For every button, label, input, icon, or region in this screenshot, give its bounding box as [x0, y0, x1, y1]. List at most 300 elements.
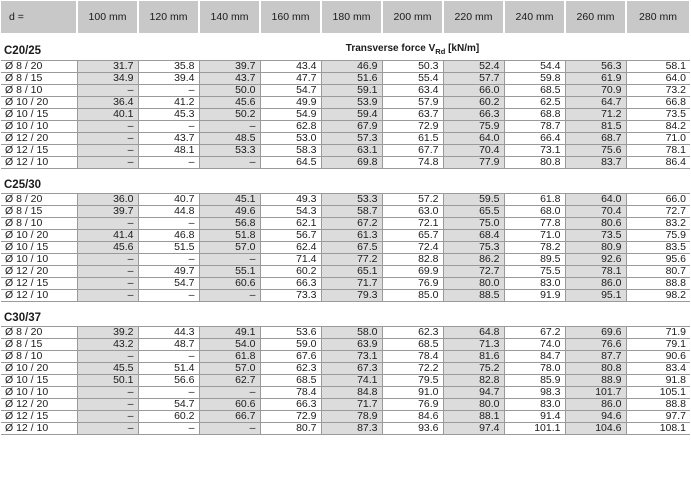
force-value-cell: 77.8: [504, 218, 565, 230]
force-value-cell: 71.2: [565, 109, 626, 121]
force-value-cell: 45.1: [199, 194, 260, 206]
force-value-cell: 65.5: [443, 206, 504, 218]
force-value-cell: 53.3: [199, 145, 260, 157]
force-value-cell: 67.9: [321, 121, 382, 133]
force-value-cell: 75.2: [443, 363, 504, 375]
force-value-cell: 71.4: [260, 254, 321, 266]
force-value-cell: 63.1: [321, 145, 382, 157]
force-value-cell: 39.7: [77, 206, 138, 218]
force-value-cell: 78.7: [504, 121, 565, 133]
force-value-cell: 68.5: [504, 85, 565, 97]
force-value-cell: 53.6: [260, 327, 321, 339]
force-value-cell: –: [199, 157, 260, 169]
force-value-cell: 69.9: [382, 266, 443, 278]
force-value-cell: –: [138, 290, 199, 302]
force-value-cell: 66.3: [260, 278, 321, 290]
force-value-cell: 62.8: [260, 121, 321, 133]
force-value-cell: 57.3: [321, 133, 382, 145]
force-value-cell: 80.0: [443, 278, 504, 290]
force-value-cell: 58.7: [321, 206, 382, 218]
force-value-cell: 63.7: [382, 109, 443, 121]
force-value-cell: 92.6: [565, 254, 626, 266]
transverse-force-title: [260, 41, 565, 61]
force-value-cell: 70.4: [565, 206, 626, 218]
force-value-cell: 75.0: [443, 218, 504, 230]
force-value-cell: 50.2: [199, 109, 260, 121]
force-value-cell: 61.9: [565, 73, 626, 85]
force-value-cell: 54.9: [260, 109, 321, 121]
force-value-cell: –: [77, 121, 138, 133]
force-value-cell: 91.8: [626, 375, 690, 387]
force-value-cell: 78.4: [382, 351, 443, 363]
rebar-label: Ø 8 / 10: [1, 85, 77, 97]
spacer-cell: [1, 169, 690, 178]
force-value-cell: 60.6: [199, 399, 260, 411]
force-value-cell: 49.7: [138, 266, 199, 278]
force-value-cell: 43.4: [260, 61, 321, 73]
force-value-cell: 59.8: [504, 73, 565, 85]
force-value-cell: 68.8: [504, 109, 565, 121]
force-value-cell: 57.7: [443, 73, 504, 85]
force-value-cell: 45.5: [77, 363, 138, 375]
force-value-cell: 49.1: [199, 327, 260, 339]
force-value-cell: 51.8: [199, 230, 260, 242]
force-value-cell: 66.7: [199, 411, 260, 423]
force-value-cell: 86.4: [626, 157, 690, 169]
force-value-cell: 83.2: [626, 218, 690, 230]
force-value-cell: 89.5: [504, 254, 565, 266]
force-value-cell: 39.7: [199, 61, 260, 73]
force-value-cell: 48.5: [199, 133, 260, 145]
force-value-cell: 67.2: [321, 218, 382, 230]
force-value-cell: 71.7: [321, 278, 382, 290]
col-header: 180 mm: [321, 1, 382, 33]
force-value-cell: 49.3: [260, 194, 321, 206]
force-value-cell: 71.7: [321, 399, 382, 411]
force-value-cell: 86.0: [565, 399, 626, 411]
rebar-label: Ø 10 / 10: [1, 121, 77, 133]
table-row: [1, 242, 690, 254]
rebar-label: Ø 8 / 15: [1, 206, 77, 218]
force-value-cell: 67.5: [321, 242, 382, 254]
force-value-cell: –: [77, 133, 138, 145]
force-value-cell: 80.7: [260, 423, 321, 435]
force-value-cell: 54.4: [504, 61, 565, 73]
table-row: [1, 290, 690, 302]
rebar-label: Ø 12 / 15: [1, 145, 77, 157]
force-value-cell: 41.4: [77, 230, 138, 242]
force-value-cell: 60.2: [443, 97, 504, 109]
force-value-cell: 72.7: [626, 206, 690, 218]
col-header: 240 mm: [504, 1, 565, 33]
force-value-cell: 73.1: [504, 145, 565, 157]
rebar-label: Ø 10 / 10: [1, 387, 77, 399]
col-header: 140 mm: [199, 1, 260, 33]
force-value-cell: –: [199, 423, 260, 435]
force-value-cell: –: [138, 85, 199, 97]
force-value-cell: 64.5: [260, 157, 321, 169]
group-header-row: [1, 310, 690, 327]
group-header-row: [1, 177, 690, 194]
force-value-cell: 48.7: [138, 339, 199, 351]
force-value-cell: 91.4: [504, 411, 565, 423]
force-value-cell: 59.5: [443, 194, 504, 206]
force-value-cell: 62.3: [260, 363, 321, 375]
force-value-cell: 62.3: [382, 327, 443, 339]
force-value-cell: 75.9: [443, 121, 504, 133]
force-value-cell: –: [138, 218, 199, 230]
force-value-cell: 43.7: [138, 133, 199, 145]
force-value-cell: 84.8: [321, 387, 382, 399]
force-value-cell: 86.2: [443, 254, 504, 266]
force-value-cell: 91.9: [504, 290, 565, 302]
force-value-cell: 73.1: [321, 351, 382, 363]
force-value-cell: 71.3: [443, 339, 504, 351]
force-value-cell: 66.8: [626, 97, 690, 109]
force-value-cell: –: [77, 145, 138, 157]
force-value-cell: –: [138, 254, 199, 266]
table-row: [1, 206, 690, 218]
force-value-cell: 50.3: [382, 61, 443, 73]
col-header: 100 mm: [77, 1, 138, 33]
force-value-cell: 88.9: [565, 375, 626, 387]
force-value-cell: –: [77, 278, 138, 290]
force-value-cell: 59.0: [260, 339, 321, 351]
spacer-cell: [1, 302, 690, 311]
table-row: [1, 254, 690, 266]
header-gap: [77, 177, 690, 194]
header-gap: [77, 310, 690, 327]
force-value-cell: 93.6: [382, 423, 443, 435]
force-value-cell: 65.7: [382, 230, 443, 242]
force-value-cell: –: [77, 218, 138, 230]
table-row: [1, 399, 690, 411]
transverse-force-table: [1, 1, 691, 435]
force-value-cell: 74.0: [504, 339, 565, 351]
force-value-cell: 50.1: [77, 375, 138, 387]
force-value-cell: 48.1: [138, 145, 199, 157]
force-value-cell: 62.1: [260, 218, 321, 230]
force-value-cell: 80.0: [443, 399, 504, 411]
force-value-cell: 98.3: [504, 387, 565, 399]
force-value-cell: 61.8: [199, 351, 260, 363]
force-value-cell: 78.1: [565, 266, 626, 278]
force-value-cell: 49.6: [199, 206, 260, 218]
table-row: [1, 375, 690, 387]
rebar-label: Ø 10 / 20: [1, 97, 77, 109]
force-value-cell: 84.7: [504, 351, 565, 363]
force-value-cell: 73.5: [565, 230, 626, 242]
concrete-class-label: C30/37: [4, 312, 42, 324]
rebar-label: Ø 12 / 10: [1, 157, 77, 169]
force-value-cell: 41.2: [138, 97, 199, 109]
force-value-cell: 51.4: [138, 363, 199, 375]
table-row: [1, 133, 690, 145]
force-value-cell: –: [199, 121, 260, 133]
col-header: 200 mm: [382, 1, 443, 33]
force-value-cell: 71.9: [626, 327, 690, 339]
spacer-cell: [1, 33, 690, 41]
table-row: [1, 266, 690, 278]
force-value-cell: 80.6: [565, 218, 626, 230]
rebar-label: Ø 12 / 20: [1, 266, 77, 278]
force-value-cell: 81.6: [443, 351, 504, 363]
rebar-label: Ø 10 / 20: [1, 363, 77, 375]
col-header: 120 mm: [138, 1, 199, 33]
force-value-cell: –: [77, 85, 138, 97]
header-gap: [77, 41, 260, 61]
force-value-cell: 64.7: [565, 97, 626, 109]
force-value-cell: 69.8: [321, 157, 382, 169]
force-value-cell: 40.1: [77, 109, 138, 121]
force-value-cell: –: [77, 387, 138, 399]
rebar-label: Ø 8 / 20: [1, 61, 77, 73]
force-value-cell: 83.0: [504, 278, 565, 290]
force-value-cell: 101.1: [504, 423, 565, 435]
force-value-cell: –: [77, 266, 138, 278]
force-value-cell: 56.8: [199, 218, 260, 230]
force-value-cell: 98.2: [626, 290, 690, 302]
table-row: [1, 157, 690, 169]
force-value-cell: –: [199, 387, 260, 399]
table-row: [1, 278, 690, 290]
force-value-cell: –: [77, 423, 138, 435]
rebar-label: Ø 12 / 20: [1, 399, 77, 411]
force-value-cell: 44.8: [138, 206, 199, 218]
force-value-cell: 66.3: [260, 399, 321, 411]
col-header: 220 mm: [443, 1, 504, 33]
force-value-cell: 77.9: [443, 157, 504, 169]
force-value-cell: 57.0: [199, 242, 260, 254]
force-value-cell: 95.1: [565, 290, 626, 302]
force-value-cell: 63.9: [321, 339, 382, 351]
force-value-cell: 83.7: [565, 157, 626, 169]
col-header: 280 mm: [626, 1, 690, 33]
force-value-cell: 68.7: [565, 133, 626, 145]
rebar-label: Ø 12 / 15: [1, 411, 77, 423]
force-value-cell: 69.6: [565, 327, 626, 339]
rebar-label: Ø 12 / 10: [1, 290, 77, 302]
force-value-cell: 61.5: [382, 133, 443, 145]
force-value-cell: 108.1: [626, 423, 690, 435]
force-value-cell: 43.2: [77, 339, 138, 351]
table-row: [1, 387, 690, 399]
rebar-label: Ø 8 / 10: [1, 218, 77, 230]
force-value-cell: 80.8: [565, 363, 626, 375]
force-value-cell: 54.7: [260, 85, 321, 97]
force-value-cell: 82.8: [382, 254, 443, 266]
force-value-cell: 58.3: [260, 145, 321, 157]
force-value-cell: 58.1: [626, 61, 690, 73]
force-value-cell: 75.3: [443, 242, 504, 254]
force-value-cell: 74.8: [382, 157, 443, 169]
force-value-cell: 97.7: [626, 411, 690, 423]
force-value-cell: 63.4: [382, 85, 443, 97]
force-value-cell: 74.1: [321, 375, 382, 387]
force-value-cell: 54.7: [138, 278, 199, 290]
force-value-cell: 78.4: [260, 387, 321, 399]
table-row: [1, 97, 690, 109]
force-value-cell: 78.0: [504, 363, 565, 375]
force-value-cell: 78.9: [321, 411, 382, 423]
force-value-cell: –: [77, 411, 138, 423]
table-body: [1, 1, 690, 435]
concrete-class-label: C20/25: [4, 44, 42, 57]
header-row: [1, 1, 690, 33]
force-value-cell: 53.0: [260, 133, 321, 145]
force-value-cell: 52.4: [443, 61, 504, 73]
force-value-cell: 88.1: [443, 411, 504, 423]
table-row: [1, 351, 690, 363]
force-value-cell: 36.4: [77, 97, 138, 109]
force-value-cell: 66.4: [504, 133, 565, 145]
force-value-cell: 66.0: [443, 85, 504, 97]
rebar-label: Ø 12 / 10: [1, 423, 77, 435]
rebar-label: Ø 8 / 10: [1, 351, 77, 363]
force-value-cell: 104.6: [565, 423, 626, 435]
force-value-cell: 67.3: [321, 363, 382, 375]
force-value-cell: 101.7: [565, 387, 626, 399]
rebar-label: Ø 10 / 15: [1, 242, 77, 254]
force-value-cell: –: [138, 121, 199, 133]
force-value-cell: 31.7: [77, 61, 138, 73]
d-label: d =: [1, 1, 77, 33]
table-row: [1, 339, 690, 351]
force-value-cell: 85.0: [382, 290, 443, 302]
force-value-cell: 46.9: [321, 61, 382, 73]
group-spacer: [1, 302, 690, 311]
force-value-cell: 77.2: [321, 254, 382, 266]
force-value-cell: 76.6: [565, 339, 626, 351]
force-value-cell: 79.3: [321, 290, 382, 302]
force-value-cell: 71.0: [504, 230, 565, 242]
force-value-cell: 57.9: [382, 97, 443, 109]
rebar-label: Ø 10 / 15: [1, 109, 77, 121]
table-row: [1, 85, 690, 97]
force-value-cell: 49.9: [260, 97, 321, 109]
force-value-cell: 35.8: [138, 61, 199, 73]
table-row: [1, 194, 690, 206]
table-row: [1, 218, 690, 230]
force-value-cell: 67.7: [382, 145, 443, 157]
transverse-force-table-container: [1, 1, 690, 480]
force-value-cell: 75.9: [626, 230, 690, 242]
table-row: [1, 145, 690, 157]
table-row: [1, 411, 690, 423]
force-value-cell: 54.0: [199, 339, 260, 351]
rebar-label: Ø 10 / 15: [1, 375, 77, 387]
force-value-cell: 82.8: [443, 375, 504, 387]
force-value-cell: 105.1: [626, 387, 690, 399]
rebar-label: Ø 12 / 15: [1, 278, 77, 290]
force-value-cell: 83.4: [626, 363, 690, 375]
force-value-cell: 56.7: [260, 230, 321, 242]
force-value-cell: 73.5: [626, 109, 690, 121]
force-value-cell: 80.9: [565, 242, 626, 254]
force-value-cell: 59.4: [321, 109, 382, 121]
force-value-cell: 73.3: [260, 290, 321, 302]
concrete-class-label: C25/30: [4, 179, 42, 191]
col-header: 260 mm: [565, 1, 626, 33]
force-value-cell: –: [138, 387, 199, 399]
force-value-cell: 57.0: [199, 363, 260, 375]
force-value-cell: 86.0: [565, 278, 626, 290]
force-value-cell: 95.6: [626, 254, 690, 266]
force-value-cell: 85.9: [504, 375, 565, 387]
force-value-cell: 84.6: [382, 411, 443, 423]
force-value-cell: –: [77, 351, 138, 363]
force-value-cell: –: [199, 290, 260, 302]
force-value-cell: 61.3: [321, 230, 382, 242]
force-value-cell: 90.6: [626, 351, 690, 363]
force-value-cell: 68.4: [443, 230, 504, 242]
force-value-cell: 72.9: [260, 411, 321, 423]
force-value-cell: 62.7: [199, 375, 260, 387]
force-value-cell: 87.7: [565, 351, 626, 363]
force-value-cell: 34.9: [77, 73, 138, 85]
force-value-cell: 78.2: [504, 242, 565, 254]
force-value-cell: 45.3: [138, 109, 199, 121]
force-value-cell: 59.1: [321, 85, 382, 97]
force-value-cell: 70.4: [443, 145, 504, 157]
force-value-cell: 60.2: [138, 411, 199, 423]
force-value-cell: –: [199, 254, 260, 266]
force-value-cell: 36.0: [77, 194, 138, 206]
rebar-label: Ø 8 / 20: [1, 327, 77, 339]
force-value-cell: –: [77, 157, 138, 169]
force-value-cell: 87.3: [321, 423, 382, 435]
rebar-label: Ø 10 / 10: [1, 254, 77, 266]
table-row: [1, 109, 690, 121]
force-value-cell: 58.0: [321, 327, 382, 339]
force-value-cell: 79.1: [626, 339, 690, 351]
force-value-cell: 72.4: [382, 242, 443, 254]
header-gap: [565, 41, 690, 61]
force-value-cell: 80.7: [626, 266, 690, 278]
table-row: [1, 73, 690, 85]
table-row: [1, 423, 690, 435]
force-value-cell: 50.0: [199, 85, 260, 97]
force-value-cell: 83.5: [626, 242, 690, 254]
force-value-cell: –: [77, 399, 138, 411]
force-value-cell: 56.3: [565, 61, 626, 73]
force-title-text: Transverse force V: [345, 43, 436, 54]
force-value-cell: 75.6: [565, 145, 626, 157]
force-value-cell: 63.0: [382, 206, 443, 218]
force-value-cell: 76.9: [382, 399, 443, 411]
force-title-unit: [kN/m]: [445, 43, 480, 54]
force-value-cell: 78.1: [626, 145, 690, 157]
force-value-cell: 53.3: [321, 194, 382, 206]
force-value-cell: 39.4: [138, 73, 199, 85]
force-value-cell: 72.9: [382, 121, 443, 133]
force-value-cell: –: [77, 290, 138, 302]
force-value-cell: 40.7: [138, 194, 199, 206]
force-value-cell: 72.2: [382, 363, 443, 375]
force-value-cell: 72.1: [382, 218, 443, 230]
force-value-cell: 88.8: [626, 278, 690, 290]
force-value-cell: 88.8: [626, 399, 690, 411]
force-value-cell: 62.4: [260, 242, 321, 254]
force-value-cell: 51.5: [138, 242, 199, 254]
force-value-cell: 66.0: [626, 194, 690, 206]
force-value-cell: 75.5: [504, 266, 565, 278]
force-title-subscript: Rd: [435, 47, 446, 56]
force-value-cell: 57.2: [382, 194, 443, 206]
force-value-cell: 64.0: [565, 194, 626, 206]
force-value-cell: 64.0: [626, 73, 690, 85]
force-value-cell: 60.2: [260, 266, 321, 278]
